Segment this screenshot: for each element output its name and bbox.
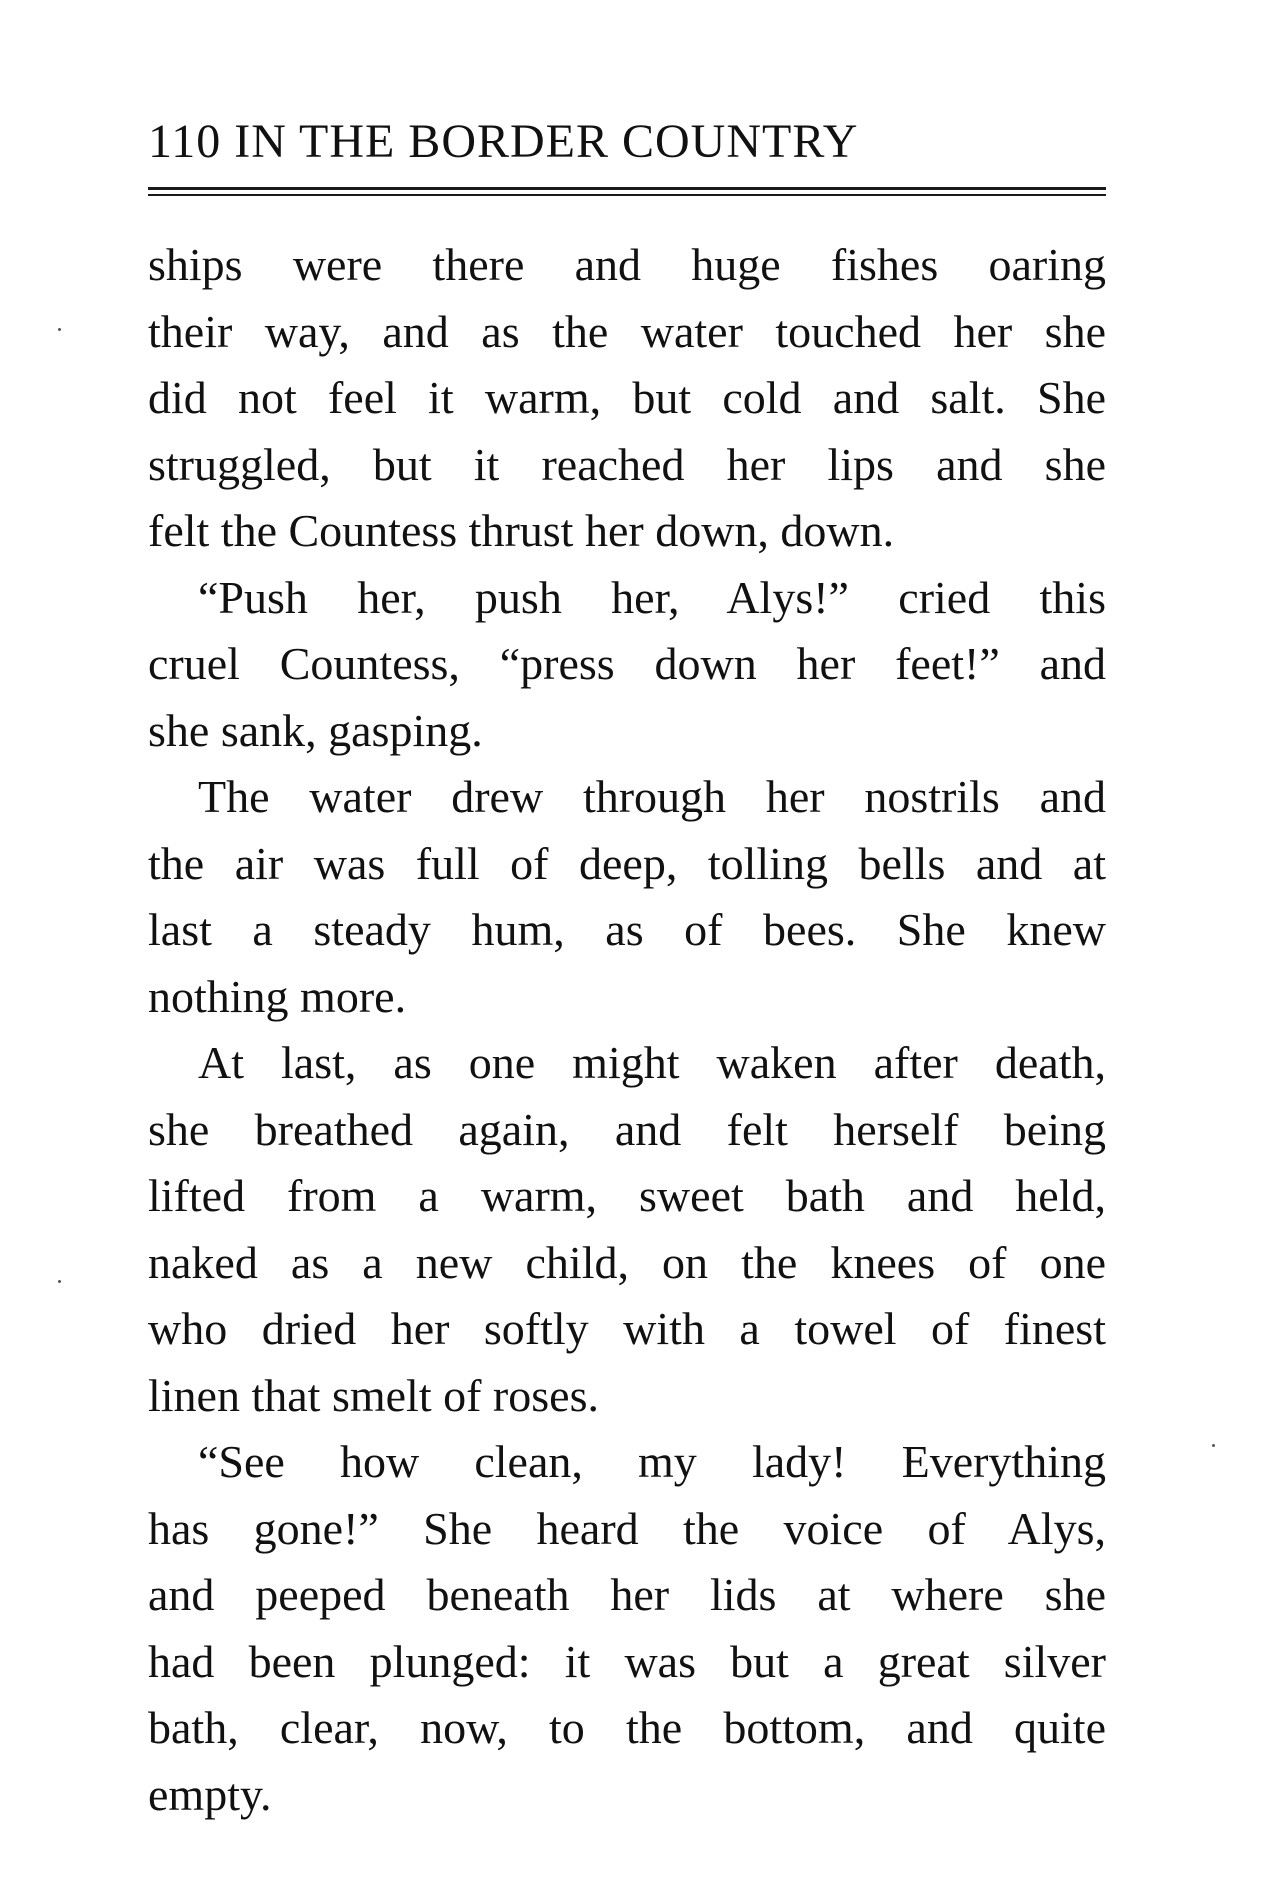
paper-speck (1212, 1444, 1215, 1447)
text-line: the air was full of deep, tolling bells and at (148, 837, 1106, 889)
text-line: she breathed again, and felt herself being (148, 1103, 1106, 1155)
text-line: bath, clear, now, to the bottom, and quite (148, 1702, 1106, 1753)
text-line: had been plunged: it was but a great silver (148, 1635, 1106, 1687)
header-rule-thin (148, 194, 1106, 196)
text-line: their way, and as the water touched her she (148, 305, 1106, 357)
text-line: naked as a new child, on the knees of one (148, 1236, 1106, 1288)
text-line: empty. (148, 1768, 272, 1820)
header-rule-thick (148, 187, 1106, 190)
paper-speck (58, 328, 61, 331)
text-line: last a steady hum, as of bees. She knew (148, 904, 1106, 955)
text-line: cruel Countess, “press down her feet!” and (148, 638, 1106, 689)
body-text (148, 232, 1106, 1828)
paper-speck (58, 1280, 61, 1283)
paragraph-first-line: “Push her, push her, Alys!” cried this (198, 571, 1106, 623)
text-line: lifted from a warm, sweet bath and held, (148, 1170, 1106, 1221)
paragraph-first-line: “See how clean, my lady! Everything (198, 1436, 1106, 1487)
running-head: 110 IN THE BORDER COUNTRY (148, 115, 859, 168)
text-line: linen that smelt of roses. (148, 1369, 599, 1421)
text-line: did not feel it warm, but cold and salt. She (148, 372, 1106, 423)
text-line: has gone!” She heard the voice of Alys, (148, 1502, 1106, 1554)
text-line: who dried her softly with a towel of finest (148, 1303, 1106, 1354)
text-line: felt the Countess thrust her down, down. (148, 505, 895, 556)
text-line: struggled, but it reached her lips and she (148, 438, 1106, 490)
text-line: and peeped beneath her lids at where she (148, 1569, 1106, 1620)
text-line: nothing more. (148, 970, 407, 1022)
text-line: she sank, gasping. (148, 704, 483, 756)
text-line: ships were there and huge fishes oaring (148, 239, 1106, 290)
paragraph-first-line: The water drew through her nostrils and (198, 771, 1106, 822)
paragraph-first-line: At last, as one might waken after death, (198, 1037, 1106, 1088)
